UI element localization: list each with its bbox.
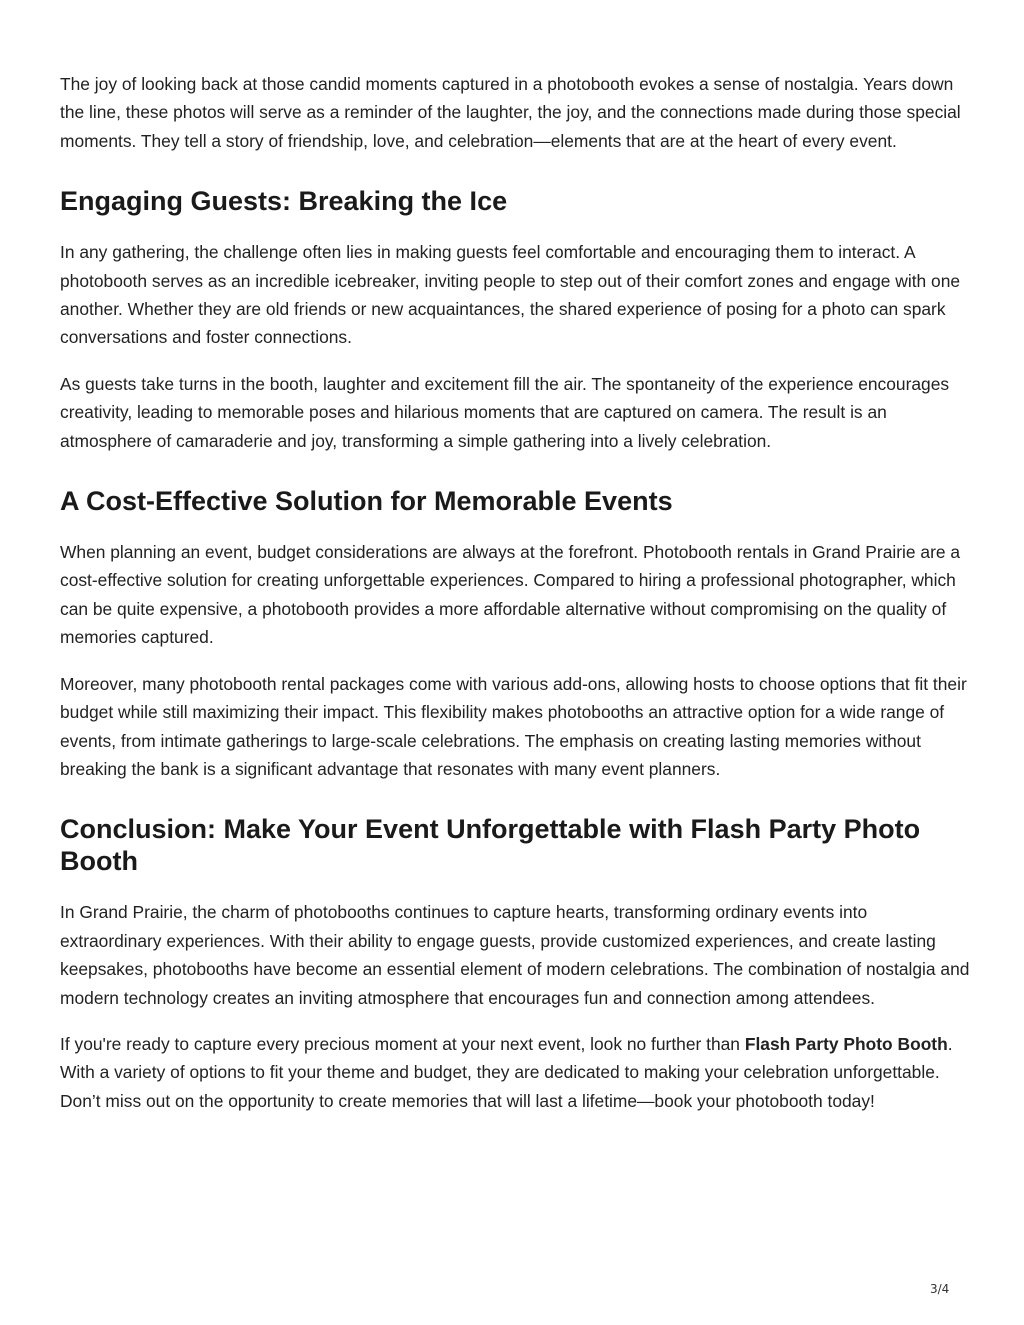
conclusion-paragraph-2 [60, 1030, 970, 1115]
engaging-guests-paragraph-2: As guests take turns in the booth, laughter and excitement fill the air. The spontaneity of the experience encourages creativity, leading to memorable poses and hilarious moments that are captured on camera. The result is an atmosphere of camaraderie and joy, transforming a simple gathering into a lively celebration. [60, 373, 950, 451]
conclusion-paragraph-1: In Grand Prairie, the charm of photobooths continues to capture hearts, transforming ordinary events into extraordinary experiences. With their ability to engage guests, provide customized experiences, and create lasting keepsakes, photobooths have become an essential element of modern celebrations. The combination of nostalgia and modern technology creates an inviting atmosphere that encourages fun and connection among attendees. [60, 902, 970, 1008]
brand-name: Flash Party Photo Booth [744, 1033, 948, 1054]
heading-engaging-guests: Engaging Guests: Breaking the Ice [60, 186, 508, 217]
engaging-guests-paragraph-1: In any gathering, the challenge often lies in making guests feel comfortable and encouraging them to interact. A photobooth serves as an incredible icebreaker, inviting people to step out of their comfort zones and engage with one another. Whether they are old friends or new acquaintances, the shared experience of posing for a photo can spark conversations and foster connections. [60, 242, 961, 348]
closing-text-before: If you're ready to capture every precious moment at your next event, look no further than [60, 1033, 745, 1054]
heading-cost-effective: A Cost-Effective Solution for Memorable Events [60, 486, 673, 517]
heading-conclusion: Conclusion: Make Your Event Unforgettable with Flash Party Photo Booth [60, 814, 921, 877]
page-number: 3/4 [930, 1282, 950, 1296]
closing-text-after: . With a variety of options to fit your theme and budget, they are dedicated to making your celebration unforgettable. Don’t miss out on the opportunity to create memories that will last a lifetime—book your photobooth today! [60, 1033, 953, 1111]
cost-effective-paragraph-2: Moreover, many photobooth rental packages come with various add-ons, allowing hosts to choose options that fit their budget while still maximizing their impact. This flexibility makes photobooths an attractive option for a wide range of events, from intimate gatherings to large-scale celebrations. The emphasis on creating lasting memories without breaking the bank is a significant advantage that resonates with many event planners. [60, 673, 967, 779]
cost-effective-paragraph-1: When planning an event, budget considerations are always at the forefront. Photobooth rentals in Grand Prairie are a cost-effective solution for creating unforgettable experiences. Compared to hiring a professional photographer, which can be quite expensive, a photobooth provides a more affordable alternative without compromising on the quality of memories captured. [60, 542, 961, 648]
intro-paragraph: The joy of looking back at those candid moments captured in a photobooth evokes a sense of nostalgia. Years down the line, these photos will serve as a reminder of the laughter, the joy, and the connections made during those special moments. They tell a story of friendship, love, and celebration—elements that are at the heart of every event. [60, 74, 961, 151]
document-body [60, 70, 970, 1133]
